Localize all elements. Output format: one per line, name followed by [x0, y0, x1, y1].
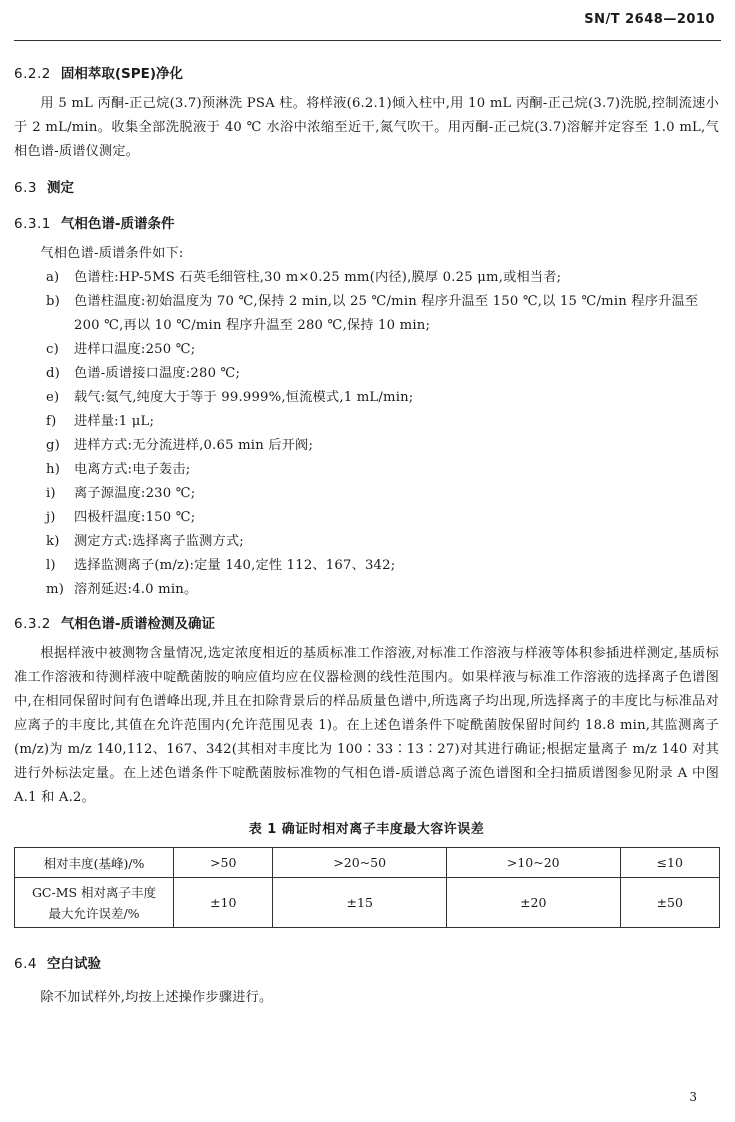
table-cell: ±50 [620, 878, 719, 928]
paragraph-spe: 用 5 mL 丙酮-正己烷(3.7)预淋洗 PSA 柱。将样液(6.2.1)倾入柱中,用 10 mL 丙酮-正己烷(3.7)洗脱,控制流速小于 2 mL/min。收集全部洗脱液于 40 ℃ 水浴中浓缩至近干,氮气吹干。用丙酮-正己烷(3.7)溶解并定容至 1.0 mL,气相色谱-质谱仪测定。 [14, 96, 719, 159]
list-item [14, 578, 719, 602]
list-item [14, 362, 719, 386]
table-label-line: 最大允许误差/% [48, 905, 140, 921]
list-text: 进样方式:无分流进样,0.65 min 后开阀; [74, 438, 314, 453]
heading-6-3 [14, 176, 719, 200]
list-item [14, 338, 719, 362]
table-row-label: 相对丰度(基峰)/% [15, 848, 174, 878]
list-text: 离子源温度:230 ℃; [74, 486, 196, 501]
list-marker: a) [46, 270, 60, 285]
list-text: 测定方式:选择离子监测方式; [74, 534, 244, 549]
section-title: 空白试验 [46, 956, 101, 972]
list-item [14, 530, 719, 554]
section-title: 固相萃取(SPE)净化 [60, 66, 184, 82]
table-cell: >20~50 [273, 848, 447, 878]
list-marker: l) [46, 558, 56, 573]
table-cell: >10~20 [446, 848, 620, 878]
heading-6-3-2 [14, 612, 719, 636]
table-cell: ±20 [446, 878, 620, 928]
gcms-conditions-list [14, 266, 719, 602]
list-text: 色谱-质谱接口温度:280 ℃; [74, 366, 241, 381]
list-marker: m) [46, 582, 65, 597]
list-item [14, 266, 719, 290]
page-content [14, 62, 719, 1010]
section-number: 6.3.1 [14, 216, 51, 232]
list-item [14, 410, 719, 434]
paragraph-detection: 根据样液中被测物含量情况,选定浓度相近的基质标准工作溶液,对标准工作溶液与样液等体积参插进样测定,基质标准工作溶液和待测样液中啶酰菌胺的响应值均应在仪器检测的线性范围内。如果样液与标准工作溶液的选择离子色谱图中,在相同保留时间有色谱峰出现,并且在扣除背景后的样品质量色谱中,所选离子均出现,所选择离子的丰度比与标准品对应离子的丰度比,其值在允许范围内(允许范围见表 1)。在上述色谱条件下啶酰菌胺保留时间约 18.8 min,其监测离子(m/z)为 m/z 140,112、167、342(其相对丰度比为 100∶33∶13∶27)对其进行确证;根据定量离子 m/z 140 对其进行外标法定量。在上述色谱条件下啶酰菌胺标准物的气相色谱-质谱总离子流色谱图和全扫描质谱图参见附录 A 中图 A.1 和 A.2。 [14, 646, 719, 805]
list-marker: h) [46, 462, 61, 477]
list-marker: i) [46, 486, 56, 501]
table-cell: ≤10 [620, 848, 719, 878]
table-label-line: GC-MS 相对离子丰度 [31, 884, 157, 900]
table-cell: ±10 [174, 878, 273, 928]
table-cell: ±15 [273, 878, 447, 928]
list-marker: c) [46, 342, 59, 357]
list-text: 色谱柱:HP-5MS 石英毛细管柱,30 m×0.25 mm(内径),膜厚 0.25 μm,或相当者; [74, 270, 562, 285]
heading-6-4 [14, 952, 719, 976]
list-item [14, 290, 719, 338]
list-item [14, 458, 719, 482]
list-marker: b) [46, 294, 60, 309]
section-title: 气相色谱-质谱检测及确证 [60, 616, 215, 632]
table-row [15, 848, 720, 878]
paragraph-blank-test: 除不加试样外,均按上述操作步骤进行。 [40, 990, 273, 1005]
section-title: 测定 [46, 180, 74, 196]
table-row [15, 878, 720, 928]
list-marker: j) [46, 510, 56, 525]
list-text: 色谱柱温度:初始温度为 70 ℃,保持 2 min,以 25 ℃/min 程序升温至 150 ℃,以 15 ℃/min 程序升温至 200 ℃,再以 10 ℃/min 程序升温至 280 ℃,保持 10 min; [74, 294, 699, 333]
list-text: 进样口温度:250 ℃; [74, 342, 196, 357]
list-text: 电离方式:电子轰击; [74, 462, 191, 477]
list-marker: d) [46, 366, 60, 381]
list-item [14, 554, 719, 578]
list-marker: f) [46, 414, 57, 429]
list-marker: e) [46, 390, 60, 405]
table-caption: 表 1 确证时相对离子丰度最大容许误差 [248, 822, 485, 837]
list-item [14, 386, 719, 410]
list-text: 溶剂延迟:4.0 min。 [74, 582, 198, 597]
section-title: 气相色谱-质谱条件 [60, 216, 175, 232]
list-text: 选择监测离子(m/z):定量 140,定性 112、167、342; [74, 558, 396, 573]
list-marker: g) [46, 438, 60, 453]
list-text: 进样量:1 μL; [74, 414, 155, 429]
heading-6-3-1 [14, 212, 719, 236]
list-marker: k) [46, 534, 60, 549]
section-number: 6.3 [14, 180, 37, 196]
standard-number: SN/T 2648—2010 [584, 12, 715, 27]
table-cell: >50 [174, 848, 273, 878]
list-text: 四极杆温度:150 ℃; [74, 510, 196, 525]
header-rule [14, 40, 721, 41]
heading-6-2-2 [14, 62, 719, 86]
paragraph-gcms-intro: 气相色谱-质谱条件如下: [40, 246, 184, 261]
section-number: 6.4 [14, 956, 37, 972]
list-text: 载气:氦气,纯度大于等于 99.999%,恒流模式,1 mL/min; [74, 390, 414, 405]
list-item [14, 506, 719, 530]
list-item [14, 434, 719, 458]
table-row-label [15, 878, 174, 928]
list-item [14, 482, 719, 506]
page-number: 3 [689, 1090, 697, 1104]
table-ion-abundance [14, 847, 720, 928]
section-number: 6.3.2 [14, 616, 51, 632]
section-number: 6.2.2 [14, 66, 51, 82]
